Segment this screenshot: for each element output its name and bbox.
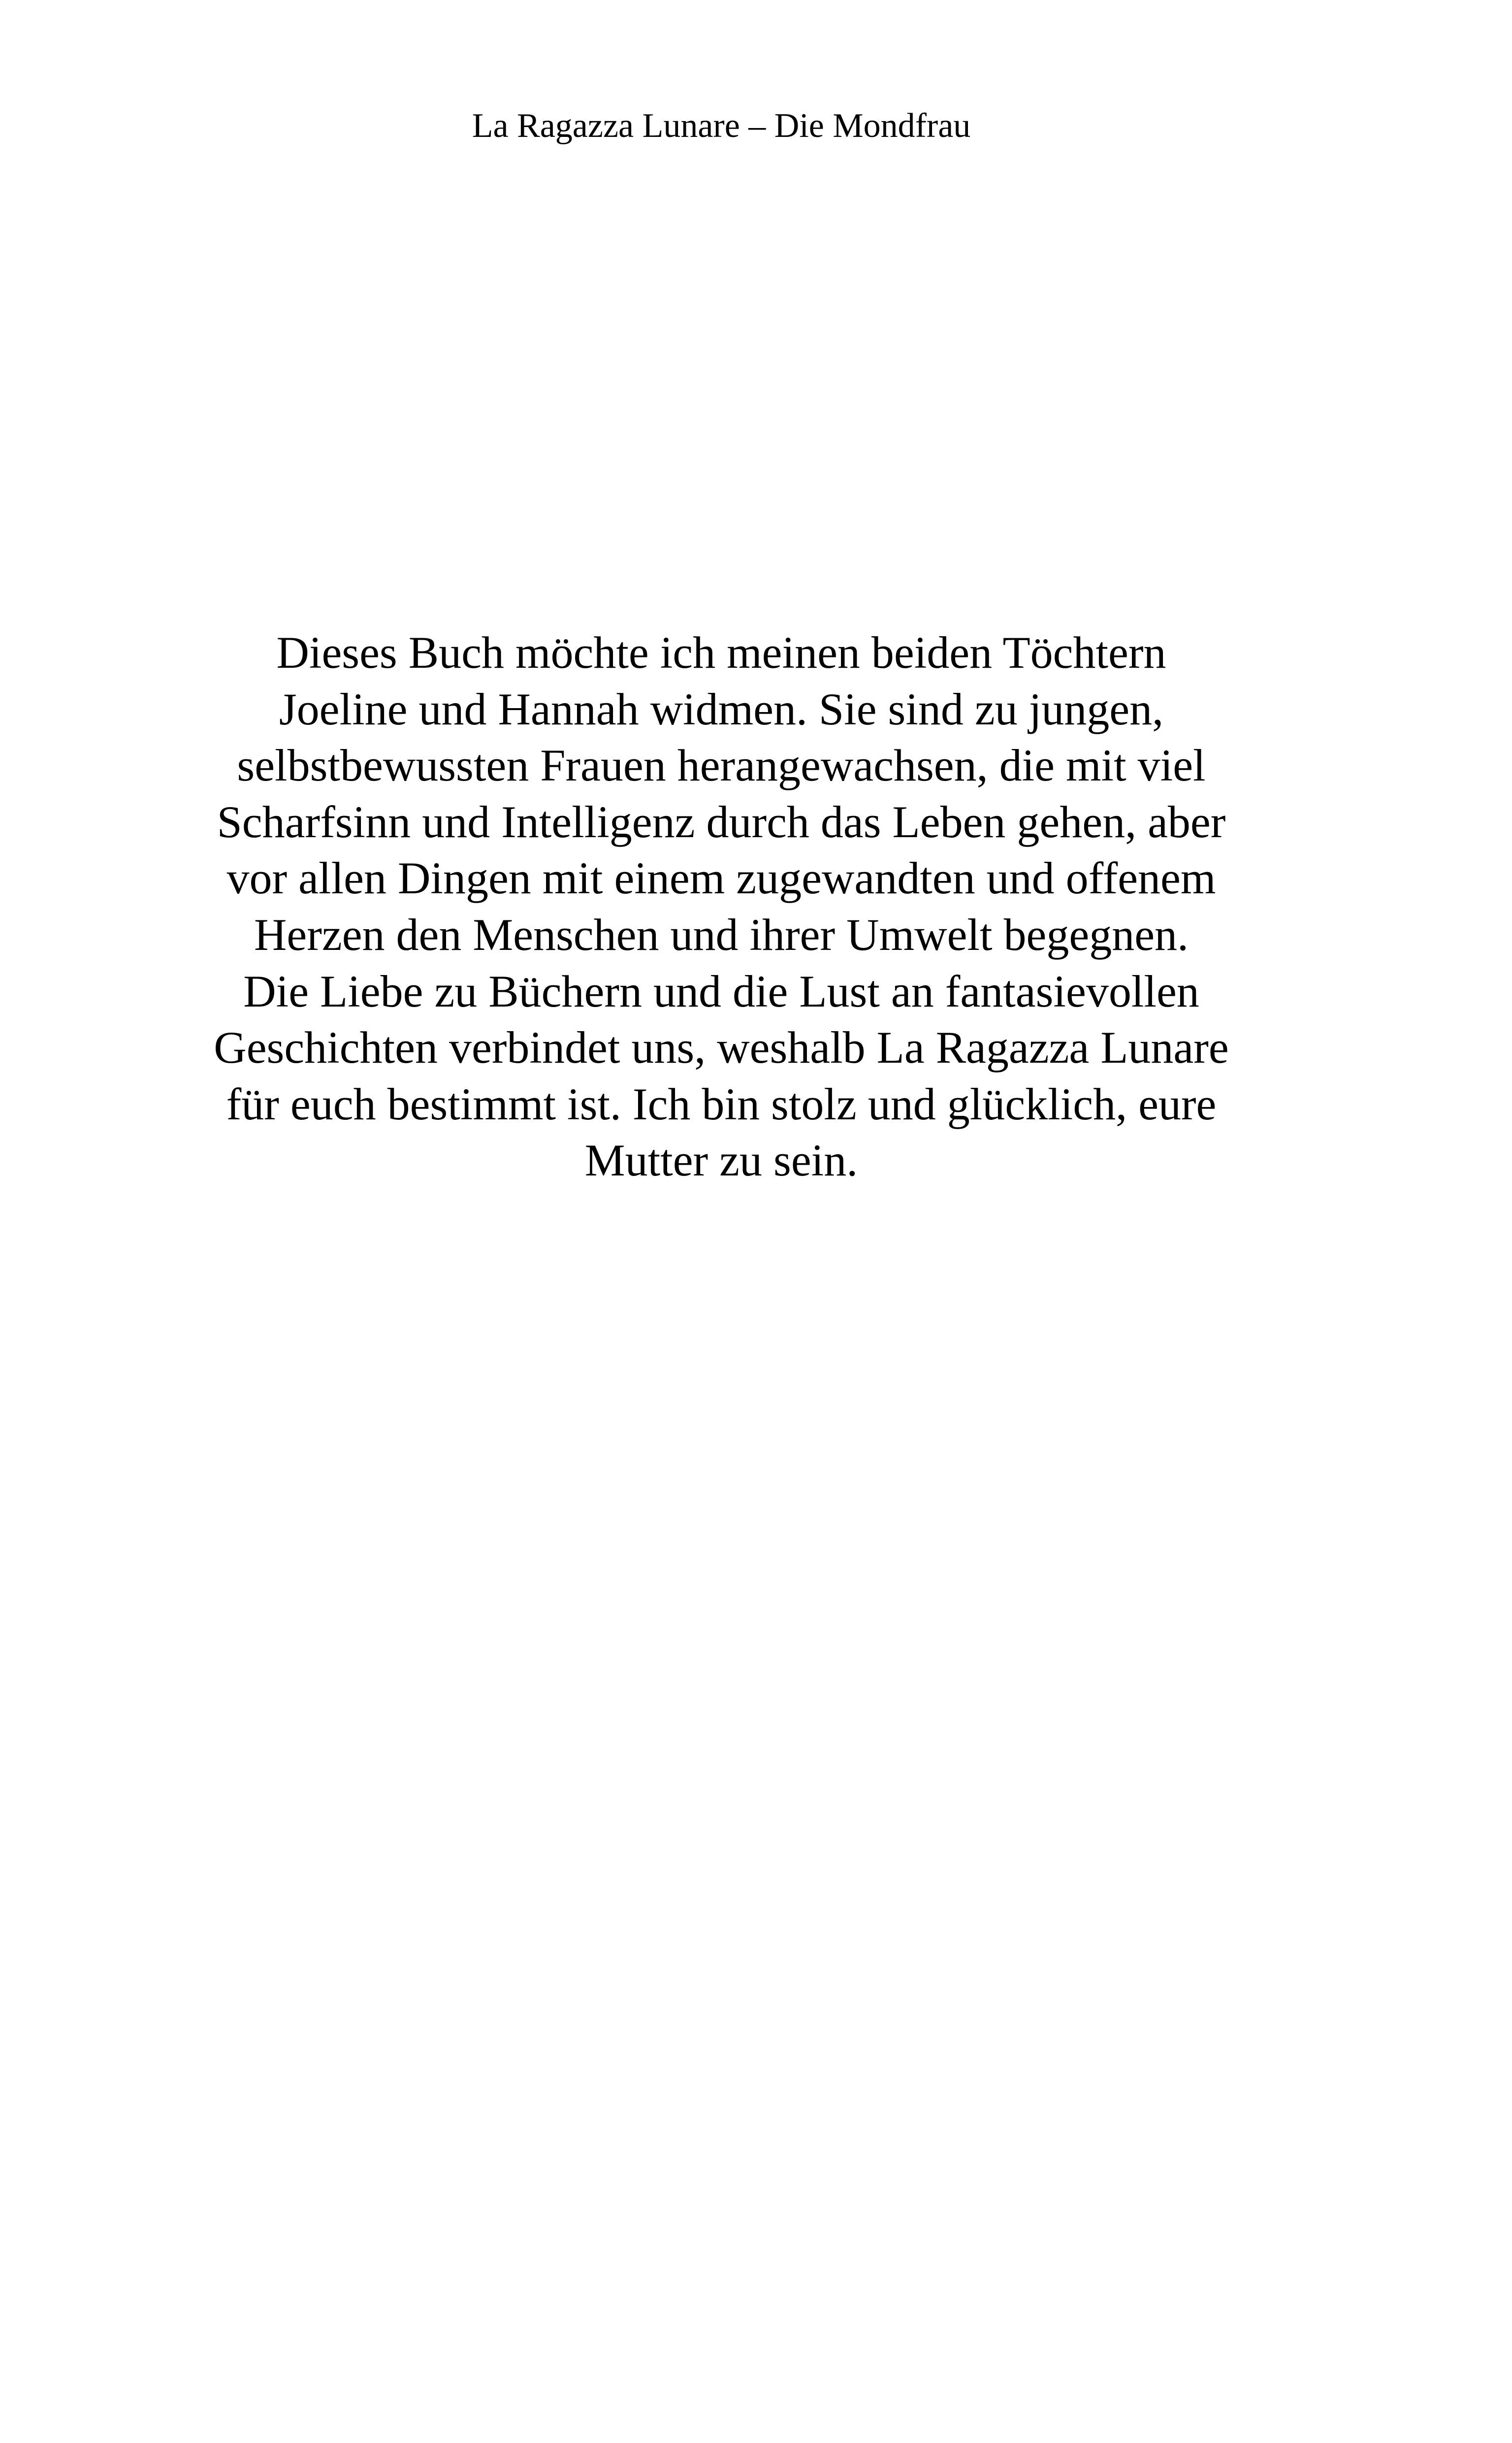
dedication-text xyxy=(162,624,1280,1189)
dedication-line: Joeline und Hannah widmen. Sie sind zu jungen, xyxy=(279,684,1164,734)
running-header: La Ragazza Lunare – Die Mondfrau xyxy=(472,107,971,145)
dedication-line: Dieses Buch möchte ich meinen beiden Töchtern xyxy=(276,627,1166,678)
dedication-line: selbstbewussten Frauen herangewachsen, die mit viel xyxy=(237,740,1206,791)
dedication-line: Herzen den Menschen und ihrer Umwelt begegnen. xyxy=(254,909,1189,960)
dedication-line: Mutter zu sein. xyxy=(584,1135,858,1186)
dedication-line: Geschichten verbindet uns, weshalb La Ragazza Lunare xyxy=(214,1022,1229,1073)
dedication-line: Scharfsinn und Intelligenz durch das Leben gehen, aber xyxy=(217,796,1226,847)
dedication-line: vor allen Dingen mit einem zugewandten und offenem xyxy=(226,853,1216,904)
dedication-line: Die Liebe zu Büchern und die Lust an fantasievollen xyxy=(243,966,1199,1016)
dedication-line: für euch bestimmt ist. Ich bin stolz und glücklich, eure xyxy=(226,1078,1217,1129)
